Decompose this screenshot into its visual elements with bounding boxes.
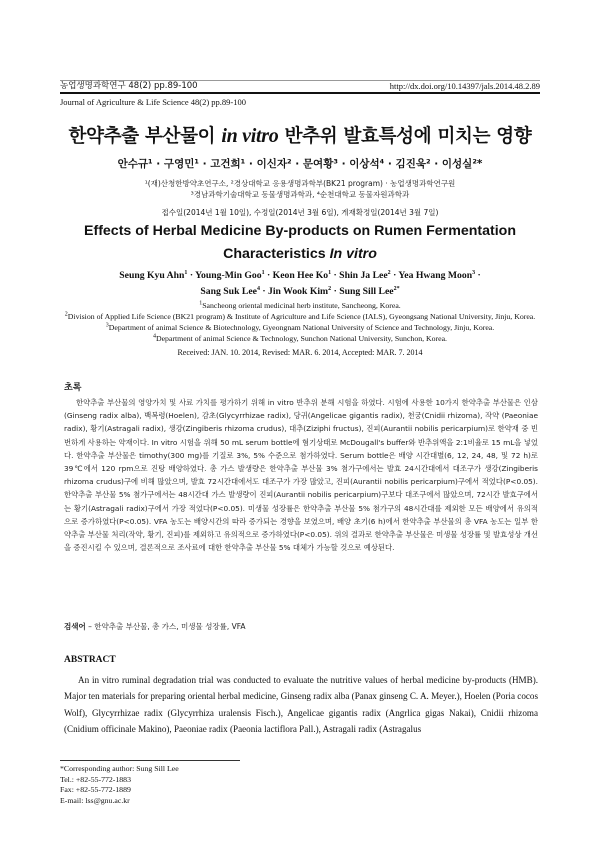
authors-en: Seung Kyu Ahn$^1$ · Young-Min Goo$^1$ · Keon Hee $Ko^1$ · Shin Ja Lee$^2$ · Yea Hwang Moon$^3$ · Sang Suk Lee$^4$ · Jin Wook Kim$^2$ · Sung Sill Lee$^{2*}$ bbox=[119, 269, 481, 297]
keywords-kr: 검색어 – 한약추출 부산물, 총 가스, 미생물 성장률, VFA bbox=[64, 622, 246, 631]
footnote: *Corresponding author: Sung Sill Lee Tel.: +82-55-772-1883 Fax: +82-55-772-1889 E-mail: lss@gnu.ac.kr bbox=[60, 764, 179, 805]
received-kr: 접수일(2014년 1월 10일), 수정일(2014년 3월 6일), 게재확정일(2014년 3월 7일) bbox=[161, 208, 439, 217]
doi-link[interactable]: http://dx.doi.org/10.14397/jals.2014.48.2.89 bbox=[389, 81, 540, 91]
affiliation-kr-2: ³경남과학기술대학교 동물생명과학과, ⁴순천대학교 동물자원과학과 bbox=[190, 190, 410, 199]
abstract-en-heading: ABSTRACT bbox=[64, 655, 116, 665]
affiliation-en-3: $^3$Department of animal Science & Biotechnology, Gyeongnam National University of Science and Technology, Jinju, Korea. bbox=[105, 322, 495, 332]
header-rule bbox=[60, 92, 540, 94]
abstract-kr: 한약추출 부산물의 영양가치 및 사료 가치를 평가하기 위해 in vitro 반추위 분해 시험을 하였다. 시험에 사용한 10가지 한약추출 부산물은 인삼(Ginseng radix alba), 백복령(Hoelen), 감초(Glycyrrhizae radix), 당귀(Angelicae gigantis radix), 천궁(Cnidii rhizoma), 작약 (Paeoniae radix), 황기(Astragali radix), 생강(Zingiberis rhizoma crudus), 대추(Ziziphi fructus), 진피(Aurantii nobilis pericarpium)로 한약재 중 빈번하게 사용하는 약재이다. In vitro 시험을 위해 50 mL serum bottle에 혐기상태로 McDougall's buffer와 반추위액을 2:1비율로 15 mL을 넣었다. 한약추출 부산물은 timothy(300 mg)를 기질로 3%, 5% 수준으로 첨가하였다. Serum bottle은 배양 시간대별(6, 12, 24, 48, 및 72 h)로 39℃에서 120 rpm으로 진탕 배양하였다. 총 가스 발생량은 한약추출 부산물 3% 첨가구에서는 발효 24시간대에서 대조구가 생강(Zingiberis rhizoma crudus)구에 비해 많았으며, 발효 72시간대에서도 대조구가 가장 많았고, 진피(Aurantii nobilis pericarpium)구에서 적었다(P<0.05). 한약추출 부산물 5% 첨가구에서는 48시간대 가스 발생량이 진피(Aurantii nobilis pericarpium)구보다 대조구에서 많았으며, 72시간 발효구에서는 황기(Astragali radix)구에서 가장 적었다(P<0.05). 미생물 성장률은 한약추출 부산물 5% 첨가구의 48시간대를 제외한 모든 배양에서 유의적으로 증가하였다(P<0.05). VFA 농도는 배양시간의 따라 증가되는 경향을 보였으며, 배양 초기(6 h)에서 한약추출 부산물의 총 VFA 농도는 일부 한약추출 부산물 처리(작약, 황기, 진피)를 제외하고 유의적으로 증가하였다(P<0.05). 위의 결과로 한약추출 부산물은 미생물 성장률 및 발효성상 개선을 증진시킬 수 있으며, 결론적으로 조사료에 대한 한약추출 부산물 5% 대체가 가능할 것으로 예상된다. bbox=[64, 398, 538, 553]
journal-en: Journal of Agriculture & Life Science 48(2) pp.89-100 bbox=[60, 97, 247, 107]
affiliation-en-1: $^1$Sancheong oriental medicinal herb institute, Sancheong, Korea. bbox=[199, 300, 401, 310]
affiliation-kr-1: ¹(재)산청한방약초연구소, ²경상대학교 응용생명과학부(BK21 program) · 농업생명과학연구원 bbox=[144, 179, 456, 188]
footnote-rule bbox=[60, 760, 240, 761]
title-en: Effects of Herbal Medicine By-products on Rumen Fermentation Characteristics In vitro bbox=[84, 223, 516, 262]
abstract-en: An in vitro ruminal degradation trial was conducted to evaluate the nutritive values of herbal medicine by-products (HMB). Major ten materials for preparing oriental herbal medicine, Ginseng radix alba (Panax ginseng C. A. Meyer.), Hoelen (Poria cocos Wolf), Glycyrrhizae radix (Glycyrrhiza uralensis Fisch.), Angelicae gigantis radix (Angrlica gigas Nakai), Cnidii rhizoma (Cnidium officinale Makino), Paeoniae radix (Paeonia lactiflora Pall.), Astragali radix (Astragalus bbox=[64, 675, 538, 735]
abstract-kr-heading: 초록 bbox=[64, 383, 82, 393]
title-kr: 한약추출 부산물이 in vitro 반추위 발효특성에 미치는 영향 bbox=[68, 125, 532, 147]
received-en: Received: JAN. 10. 2014, Revised: MAR. 6. 2014, Accepted: MAR. 7. 2014 bbox=[177, 348, 423, 357]
journal-kr: 농업생명과학연구 48(2) pp.89-100 bbox=[60, 81, 198, 91]
affiliation-en-2: $^2$Division of Applied Life Science (BK21 program) & Institute of Agriculture and Life Science (IALS), Gyeongsang National University, Jinju, Korea. bbox=[64, 311, 536, 321]
authors-kr: 안수규¹ · 구영민¹ · 고건희¹ · 이신자² · 문여황³ · 이상석⁴ · 김진욱² · 이성실²* bbox=[117, 158, 483, 170]
affiliation-en-4: $^4$Department of animal Science & Technology, Sunchon National University, Sunchon, Korea. bbox=[152, 333, 448, 343]
